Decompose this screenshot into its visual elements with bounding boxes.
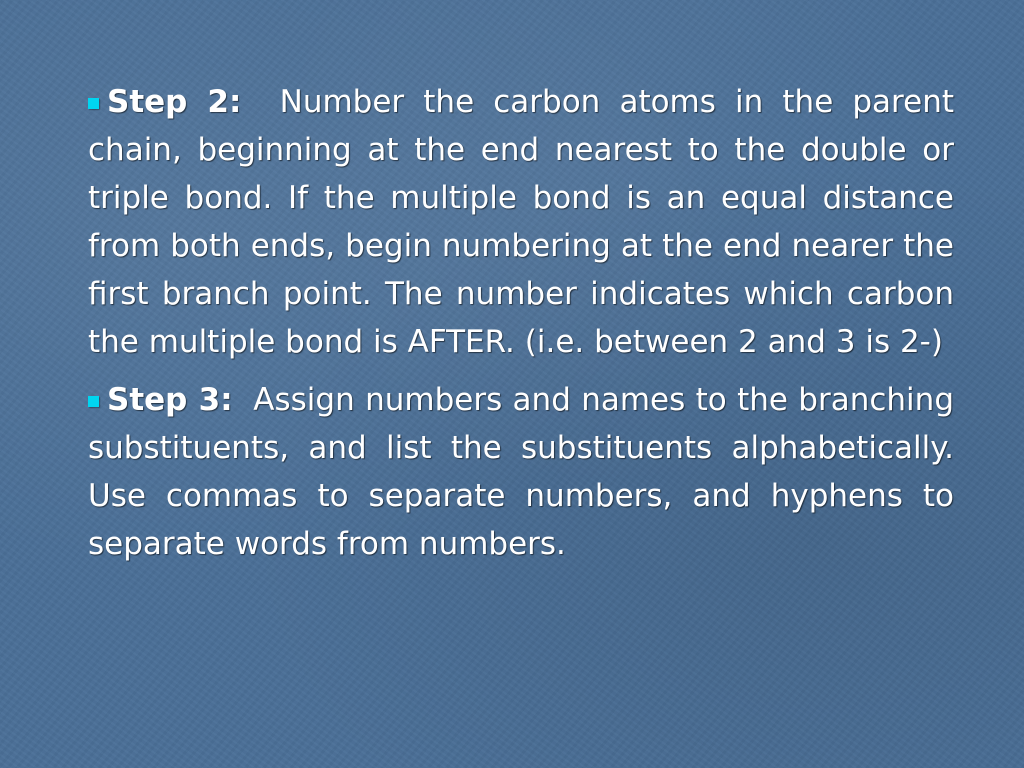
- slide-content: [88, 78, 954, 578]
- bullet-step-2: [88, 78, 954, 366]
- step-label: Step 3:: [107, 382, 233, 418]
- square-bullet-icon: [88, 98, 99, 109]
- square-bullet-icon: [88, 396, 99, 407]
- step-text: Assign numbers and names to the branching substituents, and list the substituents alphabetically. Use commas to separate numbers, and hyphens to separate words from numbers.: [88, 382, 954, 562]
- bullet-step-3: [88, 376, 954, 568]
- step-text: Number the carbon atoms in the parent chain, beginning at the end nearest to the double or triple bond. If the multiple bond is an equal distance from both ends, begin numbering at the end nearer the first branch point. The number indicates which carbon the multiple bond is AFTER. (i.e. between 2 and 3 is 2-): [88, 84, 954, 360]
- step-label: Step 2:: [107, 84, 242, 120]
